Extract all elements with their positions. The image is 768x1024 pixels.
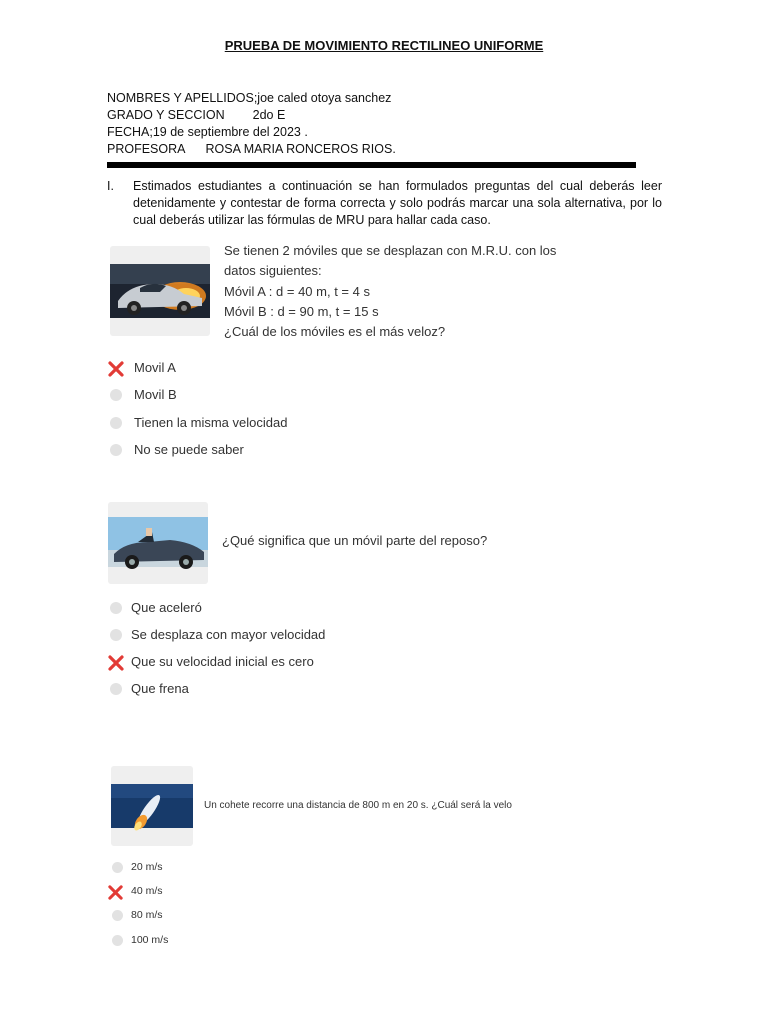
question-1-line-1: Se tienen 2 móviles que se desplazan con M.R.U. con los — [224, 243, 557, 258]
radio-button-icon[interactable] — [112, 935, 123, 946]
radio-button-icon[interactable] — [110, 629, 122, 641]
question-1-line-2: datos siguientes: — [224, 263, 322, 279]
question-1-option-d[interactable]: No se puede saber — [134, 442, 244, 457]
cross-mark-icon[interactable] — [107, 360, 125, 378]
header-divider — [107, 162, 636, 168]
question-2-text: ¿Qué significa que un móvil parte del reposo? — [222, 533, 488, 548]
student-name: NOMBRES Y APELLIDOS;joe caled otoya sanchez — [107, 91, 392, 105]
question-3-option-b[interactable]: 40 m/s — [131, 885, 163, 897]
instructions-text: Estimados estudiantes a continuación se han formulados preguntas del cual deberás leer detenidamente y contestar de forma correcta y solo podrás marcar una sola alternativa, por lo cual deberás utilizar las fórmulas de MRU para hallar cada caso. — [133, 179, 662, 227]
question-2-thumbnail — [108, 502, 208, 584]
cross-mark-icon[interactable] — [107, 884, 124, 901]
teacher-label: PROFESORA — [107, 142, 186, 156]
question-1-option-b[interactable]: Movil B — [134, 387, 177, 402]
question-1-thumbnail — [110, 246, 210, 336]
radio-button-icon[interactable] — [110, 444, 122, 456]
teacher-value: ROSA MARIA RONCEROS RIOS. — [205, 142, 396, 156]
question-1-line-3: Móvil A : d = 40 m, t = 4 s — [224, 283, 370, 299]
question-1-text — [224, 241, 556, 342]
page-title: PRUEBA DE MOVIMIENTO RECTILINEO UNIFORME — [224, 38, 544, 53]
date-line: FECHA;19 de septiembre del 2023 . — [107, 125, 308, 139]
radio-button-icon[interactable] — [110, 683, 122, 695]
radio-button-icon[interactable] — [110, 417, 122, 429]
question-2-option-a[interactable]: Que aceleró — [131, 600, 202, 615]
instructions-number: I. — [107, 179, 114, 193]
instructions — [107, 178, 662, 229]
question-1-option-a[interactable]: Movil A — [134, 360, 176, 375]
teacher-line — [107, 141, 396, 158]
radio-button-icon[interactable] — [110, 389, 122, 401]
cross-mark-icon[interactable] — [107, 654, 125, 672]
question-1-line-5: ¿Cuál de los móviles es el más veloz? — [224, 324, 446, 340]
radio-button-icon[interactable] — [112, 910, 123, 921]
question-1-line-4: Móvil B : d = 90 m, t = 15 s — [224, 303, 379, 319]
question-3-option-c[interactable]: 80 m/s — [131, 909, 163, 921]
question-3-option-a[interactable]: 20 m/s — [131, 861, 163, 873]
question-2-option-d[interactable]: Que frena — [131, 681, 189, 696]
question-2-option-c[interactable]: Que su velocidad inicial es cero — [131, 654, 314, 669]
question-3-option-d[interactable]: 100 m/s — [131, 934, 169, 946]
grade-value: 2do E — [252, 108, 286, 122]
radio-button-icon[interactable] — [110, 602, 122, 614]
grade-section — [107, 107, 285, 124]
question-1-option-c[interactable]: Tienen la misma velocidad — [134, 415, 288, 430]
convertible-car-image — [108, 502, 208, 584]
rocket-image — [111, 766, 193, 846]
question-2-option-b[interactable]: Se desplaza con mayor velocidad — [131, 627, 326, 642]
grade-label: GRADO Y SECCION — [107, 108, 225, 122]
question-3-thumbnail — [111, 766, 193, 846]
radio-button-icon[interactable] — [112, 862, 123, 873]
question-3-text: Un cohete recorre una distancia de 800 m en 20 s. ¿Cuál será la velo — [204, 800, 512, 811]
sports-car-image — [110, 246, 210, 336]
